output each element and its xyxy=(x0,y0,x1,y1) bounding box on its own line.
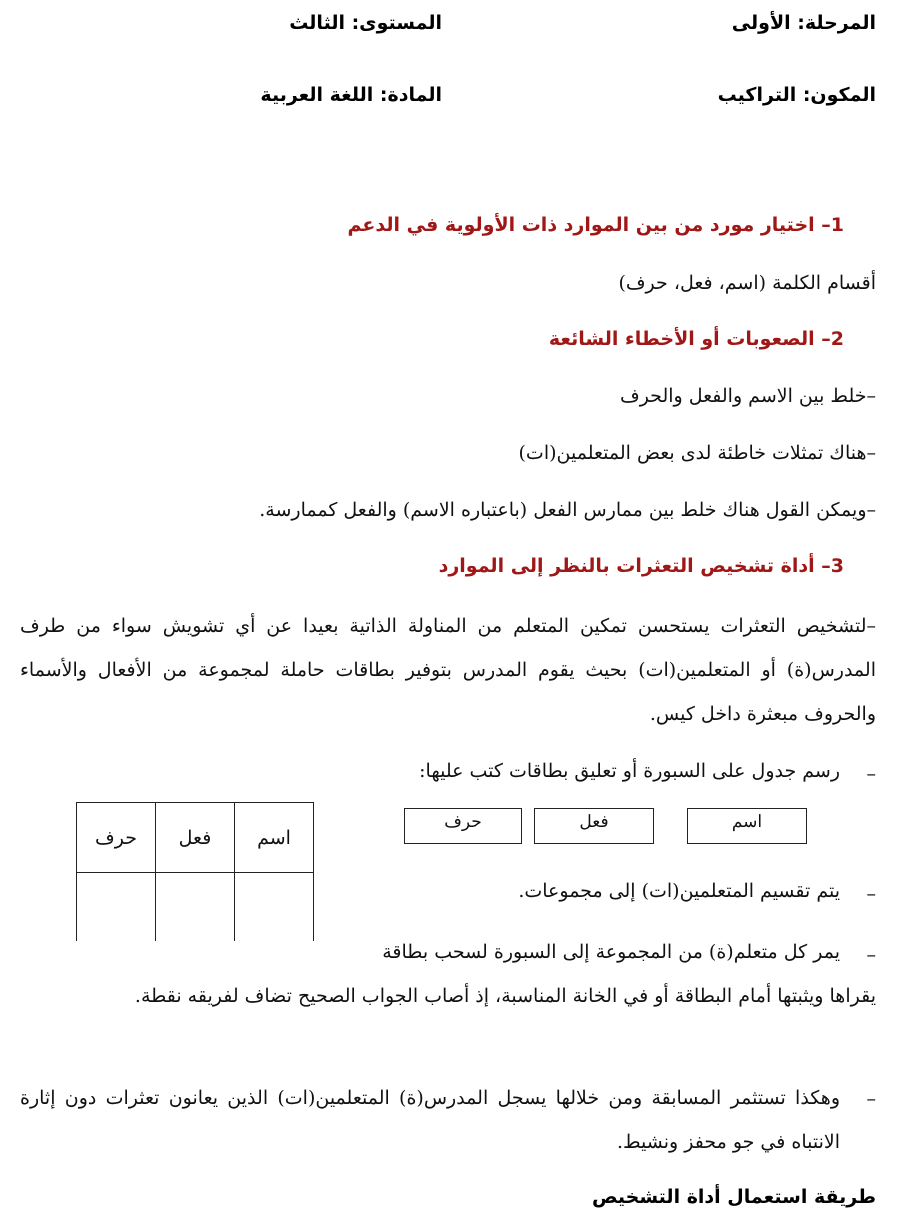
table-header-ism: اسم xyxy=(235,803,314,873)
card-ism: اسم xyxy=(687,808,807,844)
stage-label: المرحلة: الأولى xyxy=(731,12,876,34)
table-cell xyxy=(156,873,235,941)
method-title: طريقة استعمال أداة التشخيص xyxy=(591,1186,876,1208)
section2-title: 2– الصعوبات أو الأخطاء الشائعة xyxy=(548,328,844,350)
bullet-3-continuation: يقراها ويثبتها أمام البطاقة أو في الخانة المناسبة، إذ أصاب الجواب الصحيح تضاف لفريقه نقطة. xyxy=(134,985,876,1007)
bullet-1: رسم جدول على السبورة أو تعليق بطاقات كتب عليها: xyxy=(419,760,840,782)
section1-body: أقسام الكلمة (اسم، فعل، حرف) xyxy=(618,272,876,294)
section3-intro: –لتشخيص التعثرات يستحسن تمكين المتعلم من المناولة الذاتية بعيدا عن أي تشويش سواء من طرف المدرس(ة) أو المتعلمين(ات) بحيث يقوم المدرس بتوفير بطاقات حاملة لمجموعة من الأفعال والأسماء والحروف مبعثرة داخل كيس. xyxy=(20,615,876,725)
classification-table xyxy=(76,802,314,941)
table-cell xyxy=(235,873,314,941)
bullet-3: يمر كل متعلم(ة) من المجموعة إلى السبورة لسحب بطاقة xyxy=(382,941,840,963)
bullet-dash-3: – xyxy=(866,944,876,966)
section2-item-3: –ويمكن القول هناك خلط بين ممارس الفعل (باعتباره الاسم) والفعل كممارسة. xyxy=(259,499,876,521)
level-label: المستوى: الثالث xyxy=(289,12,442,34)
card-harf: حرف xyxy=(404,808,522,844)
section2-item-2: –هناك تمثلات خاطئة لدى بعض المتعلمين(ات) xyxy=(518,442,876,464)
bullet-dash-1: – xyxy=(866,763,876,785)
section3-title: 3– أداة تشخيص التعثرات بالنظر إلى الموارد xyxy=(438,555,844,577)
table-header-fil: فعل xyxy=(156,803,235,873)
subject-label: المادة: اللغة العربية xyxy=(260,84,442,106)
section2-item-1: –خلط بين الاسم والفعل والحرف xyxy=(620,385,876,407)
section1-title: 1– اختيار مورد من بين الموارد ذات الأولوية في الدعم xyxy=(347,214,844,236)
bullet-dash-4: – xyxy=(866,1088,876,1110)
table-header-harf: حرف xyxy=(77,803,156,873)
bullet-2: يتم تقسيم المتعلمين(ات) إلى مجموعات. xyxy=(518,880,840,902)
component-label: المكون: التراكيب xyxy=(717,84,876,106)
bullet-dash-2: – xyxy=(866,883,876,905)
card-fil: فعل xyxy=(534,808,654,844)
table-cell xyxy=(77,873,156,941)
bullet-4: وهكذا تستثمر المسابقة ومن خلالها يسجل المدرس(ة) المتعلمين(ات) الذين يعانون تعثرات دون إثارة الانتباه في جو محفز ونشيط. xyxy=(20,1087,840,1153)
